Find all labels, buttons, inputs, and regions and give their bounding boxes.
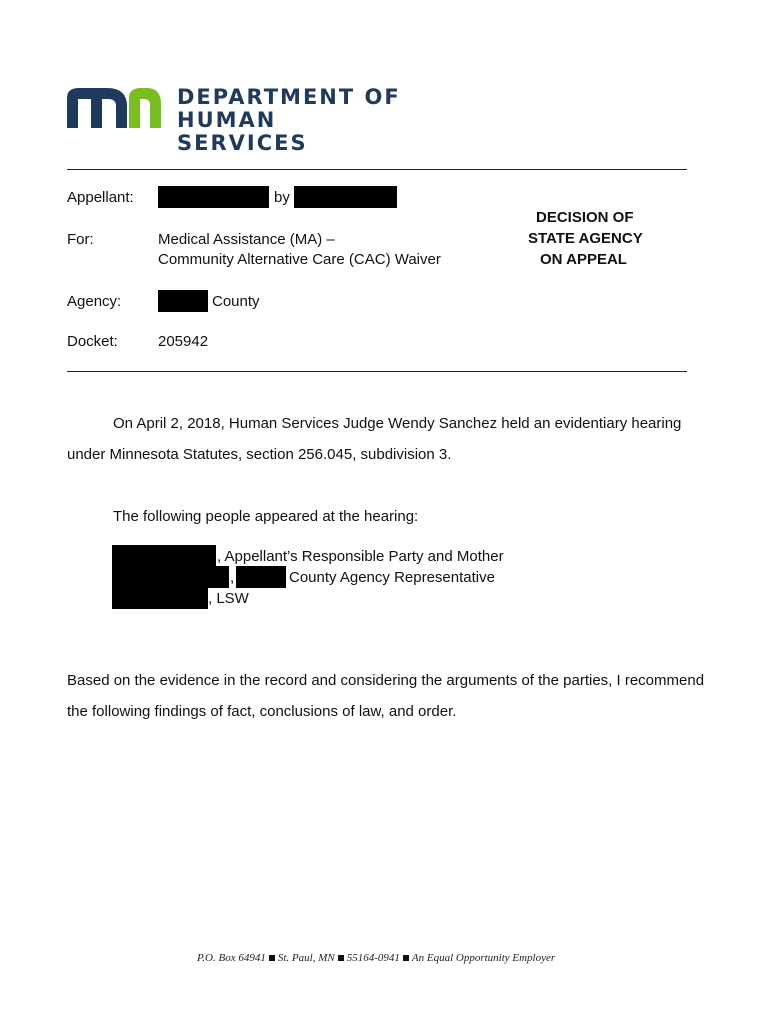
logo-line-1: DEPARTMENT OF — [177, 85, 401, 109]
footer-eoe: An Equal Opportunity Employer — [411, 952, 556, 964]
docket-label: Docket: — [67, 333, 118, 350]
redacted-county-name-2 — [236, 566, 286, 588]
agency-county: County — [212, 293, 260, 310]
recommendation-line-2: the following findings of fact, conclusions of law, and order. — [67, 703, 457, 720]
appearance-3-role: , LSW — [208, 590, 249, 607]
redacted-appellant-name — [158, 186, 269, 208]
agency-label: Agency: — [67, 293, 122, 310]
for-label: For: — [67, 231, 94, 248]
dhs-logo — [67, 85, 412, 155]
decision-line-1: DECISION OF — [536, 209, 634, 226]
mn-logo-icon — [67, 86, 163, 128]
hearing-paragraph-line-2: under Minnesota Statutes, section 256.045, subdivision 3. — [67, 446, 452, 463]
case-info-rule — [67, 371, 687, 372]
by-text: by — [274, 189, 290, 206]
redacted-agency-representative-name — [112, 566, 229, 588]
docket-number: 205942 — [158, 333, 209, 350]
footer-zip: 55164-0941 — [346, 952, 400, 964]
decision-line-3: ON APPEAL — [540, 251, 627, 268]
recommendation-line-1: Based on the evidence in the record and considering the arguments of the parties, I recommend — [67, 672, 705, 689]
redacted-lsw-name — [112, 587, 208, 609]
square-bullet-icon — [269, 955, 275, 961]
square-bullet-icon — [403, 955, 409, 961]
redacted-responsible-party-name — [112, 545, 216, 567]
program-line-1: Medical Assistance (MA) – — [158, 231, 335, 248]
footer-city: St. Paul, MN — [277, 952, 335, 964]
logo-line-2: HUMAN SERVICES — [177, 108, 308, 155]
header-rule — [67, 169, 687, 170]
program-line-2: Community Alternative Care (CAC) Waiver — [158, 251, 441, 268]
hearing-paragraph-line-1: On April 2, 2018, Human Services Judge Wendy Sanchez held an evidentiary hearing — [113, 415, 682, 432]
appellant-label: Appellant: — [67, 189, 134, 206]
square-bullet-icon — [338, 955, 344, 961]
appearance-1-role: , Appellant’s Responsible Party and Mother — [217, 548, 504, 565]
decision-line-2: STATE AGENCY — [528, 230, 643, 247]
footer-po-box: P.O. Box 64941 — [197, 952, 266, 964]
appearances-intro: The following people appeared at the hearing: — [113, 508, 419, 525]
redacted-representative-name — [294, 186, 397, 208]
appearance-2-comma: , — [230, 569, 235, 586]
redacted-county-name — [158, 290, 208, 312]
footer-address — [197, 952, 555, 964]
appearance-2-role: County Agency Representative — [289, 569, 495, 586]
